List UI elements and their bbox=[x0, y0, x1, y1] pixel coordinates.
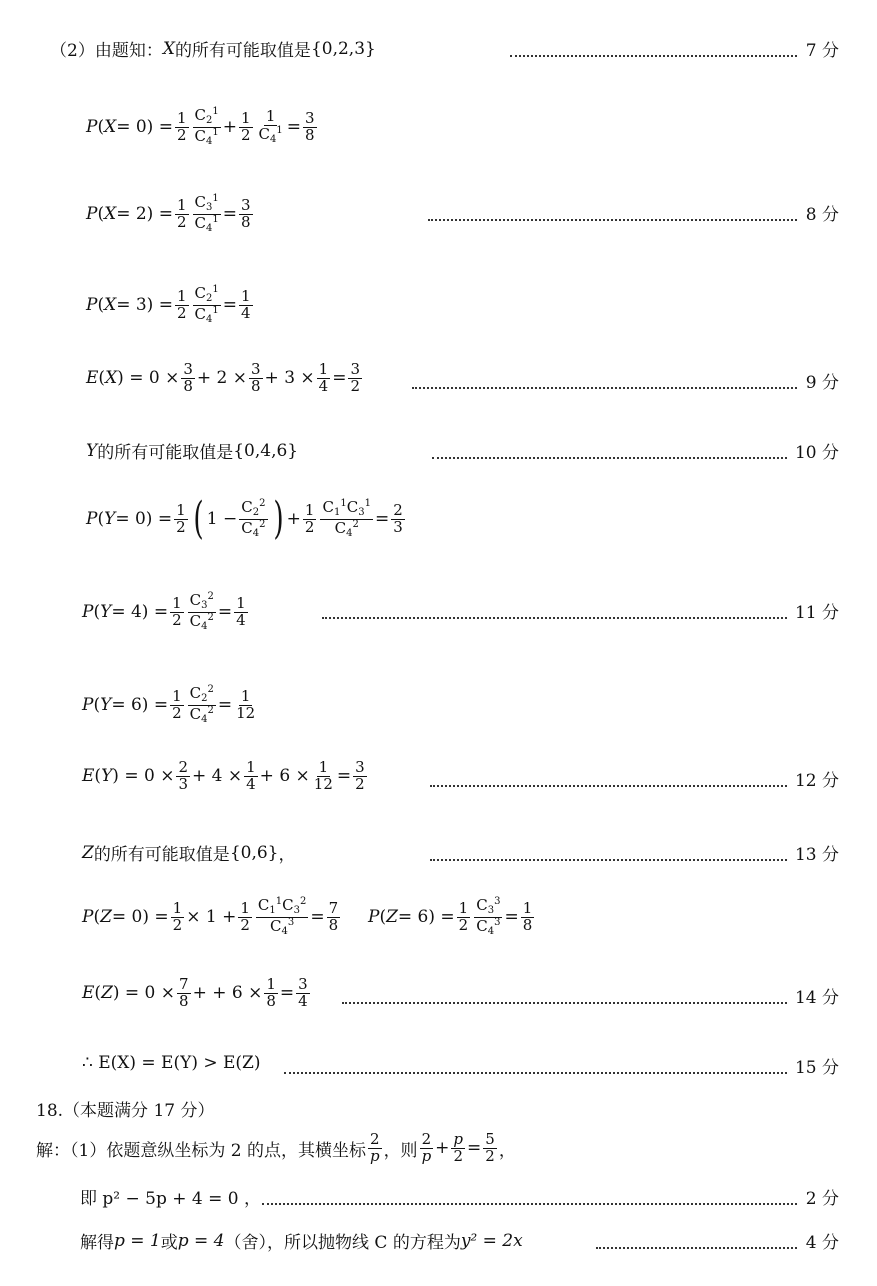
dot-leader bbox=[262, 1203, 797, 1205]
row-y-values bbox=[0, 430, 877, 470]
dot-leader bbox=[342, 1002, 787, 1004]
row-conclusion bbox=[0, 1045, 877, 1085]
dot-leader bbox=[322, 617, 787, 619]
solution-text-b: ，则 bbox=[383, 1140, 418, 1161]
conclusion-text: ∴ E(X) = E(Y) > E(Z) bbox=[82, 1053, 261, 1073]
root-p4: p = 4 bbox=[177, 1230, 225, 1251]
x-values-label: 的所有可能取值是 bbox=[174, 41, 311, 61]
formula-px0: P ( X = 0) = $\frac{1}{2}$ $\frac{C_2^1}{C_4^1}$ + $\frac{1}{2}$ $\frac{1}{C_4^1}$ = $\frac{3}{8}$ bbox=[86, 106, 315, 147]
solution-line-2 bbox=[0, 1176, 877, 1216]
solution-text-a: 解：（1）依题意纵坐标为 2 的点，其横坐标 bbox=[36, 1140, 366, 1161]
formula-py6: P ( Y = 6) = $\frac{1}{2}$ $\frac{C_2^2}{C_4^2}$ = $\frac{1}{12}$ bbox=[82, 684, 256, 725]
row-z-values bbox=[0, 832, 877, 872]
z-values-tail: ， bbox=[278, 845, 296, 865]
row-x-values bbox=[0, 28, 877, 68]
z-values-label: 的所有可能取值是 bbox=[93, 845, 230, 865]
var-y: Y bbox=[86, 440, 98, 461]
dot-leader bbox=[510, 55, 797, 57]
formula-px2: P ( X = 2) = $\frac{1}{2}$ $\frac{C_3^1}{C_4^1}$ = $\frac{3}{8}$ 8 分 bbox=[86, 193, 839, 234]
question-18-heading bbox=[0, 1088, 877, 1128]
parabola-equation: y² = 2x bbox=[460, 1230, 523, 1251]
score-label: 2 分 bbox=[805, 1189, 839, 1209]
dot-leader bbox=[284, 1072, 787, 1074]
dot-leader bbox=[430, 859, 787, 861]
solution-line-1: 解：（1）依题意纵坐标为 2 的点，其横坐标 $\frac{2}{p}$ ，则 $\frac{2}{p}$ + $\frac{p}{2}$ = $\frac{5}{2}$ ， bbox=[36, 1130, 516, 1165]
formula-ez: E ( Z ) = 0 × $\frac{7}{8}$ + + 6 × $\frac{1}{8}$ = $\frac{3}{4}$ 14 分 bbox=[82, 975, 839, 1010]
intro-text: （2）由题知： bbox=[50, 41, 163, 61]
solution-text-f: （舍），所以抛物线 C 的方程为 bbox=[224, 1233, 461, 1253]
formula-pz: P ( Z = 0) = $\frac{1}{2}$ × 1 + $\frac{1}{2}$ $\frac{C_1^1C_3^2}{C_4^3}$ = $\frac{7}{8}$ P ( Z = 6) = $\frac{1}{2}$ $\frac{C_3^3}{C_4^3}$ = $\frac{1}{8}$ bbox=[82, 896, 533, 937]
score-label: 7 分 bbox=[805, 41, 839, 61]
score-label: 8 分 bbox=[805, 205, 839, 225]
var-x: X bbox=[162, 38, 175, 59]
score-label: 13 分 bbox=[794, 845, 839, 865]
score-label: 15 分 bbox=[794, 1058, 839, 1078]
score-label: 4 分 bbox=[805, 1233, 839, 1253]
solution-text-c: ， bbox=[498, 1140, 516, 1161]
question-heading-text: 18.（本题满分 17 分） bbox=[36, 1101, 215, 1121]
root-p1: p = 1 bbox=[114, 1230, 161, 1251]
formula-py4: P ( Y = 4) = $\frac{1}{2}$ $\frac{C_3^2}{C_4^2}$ = $\frac{1}{4}$ 11 分 bbox=[82, 591, 839, 632]
solution-line-3 bbox=[0, 1220, 877, 1260]
score-label: 14 分 bbox=[794, 988, 839, 1008]
solution-text-d: 解得 bbox=[80, 1233, 114, 1253]
equation-text: 即 p² − 5p + 4 = 0 ， bbox=[80, 1189, 261, 1209]
dot-leader bbox=[430, 785, 787, 787]
score-label: 10 分 bbox=[794, 443, 839, 463]
solution-text-e: 或 bbox=[160, 1233, 178, 1253]
dot-leader bbox=[412, 387, 797, 389]
score-label: 12 分 bbox=[794, 771, 839, 791]
dot-leader bbox=[596, 1247, 797, 1249]
formula-px3: P ( X = 3) = $\frac{1}{2}$ $\frac{C_2^1}{C_4^1}$ = $\frac{1}{4}$ bbox=[86, 284, 251, 325]
score-label: 11 分 bbox=[794, 603, 839, 623]
x-values-set: {0,2,3} bbox=[310, 38, 376, 59]
score-label: 9 分 bbox=[805, 373, 839, 393]
formula-ex: E ( X ) = 0 × $\frac{3}{8}$ + 2 × $\frac{3}{8}$ + 3 × $\frac{1}{4}$ = $\frac{3}{2}$ 9 分 bbox=[86, 360, 839, 395]
formula-py0: P ( Y = 0) = $\frac{1}{2}$ ( 1 − $\frac{C_2^2}{C_4^2}$ ) + $\frac{1}{2}$ $\frac{C_1^1C_3^1}{C_4^2}$ = $\frac{2}{3}$ bbox=[86, 493, 403, 544]
y-values-label: 的所有可能取值是 bbox=[97, 443, 234, 463]
formula-ey: E ( Y ) = 0 × $\frac{2}{3}$ + 4 × $\frac{1}{4}$ + 6 × $\frac{1}{12}$ = $\frac{3}{2}$ 12 分 bbox=[82, 758, 839, 793]
dot-leader bbox=[428, 219, 797, 221]
dot-leader bbox=[432, 457, 787, 459]
y-values-set: {0,4,6} bbox=[233, 440, 299, 461]
var-z: Z bbox=[82, 842, 94, 863]
z-values-set: {0,6} bbox=[229, 842, 279, 863]
